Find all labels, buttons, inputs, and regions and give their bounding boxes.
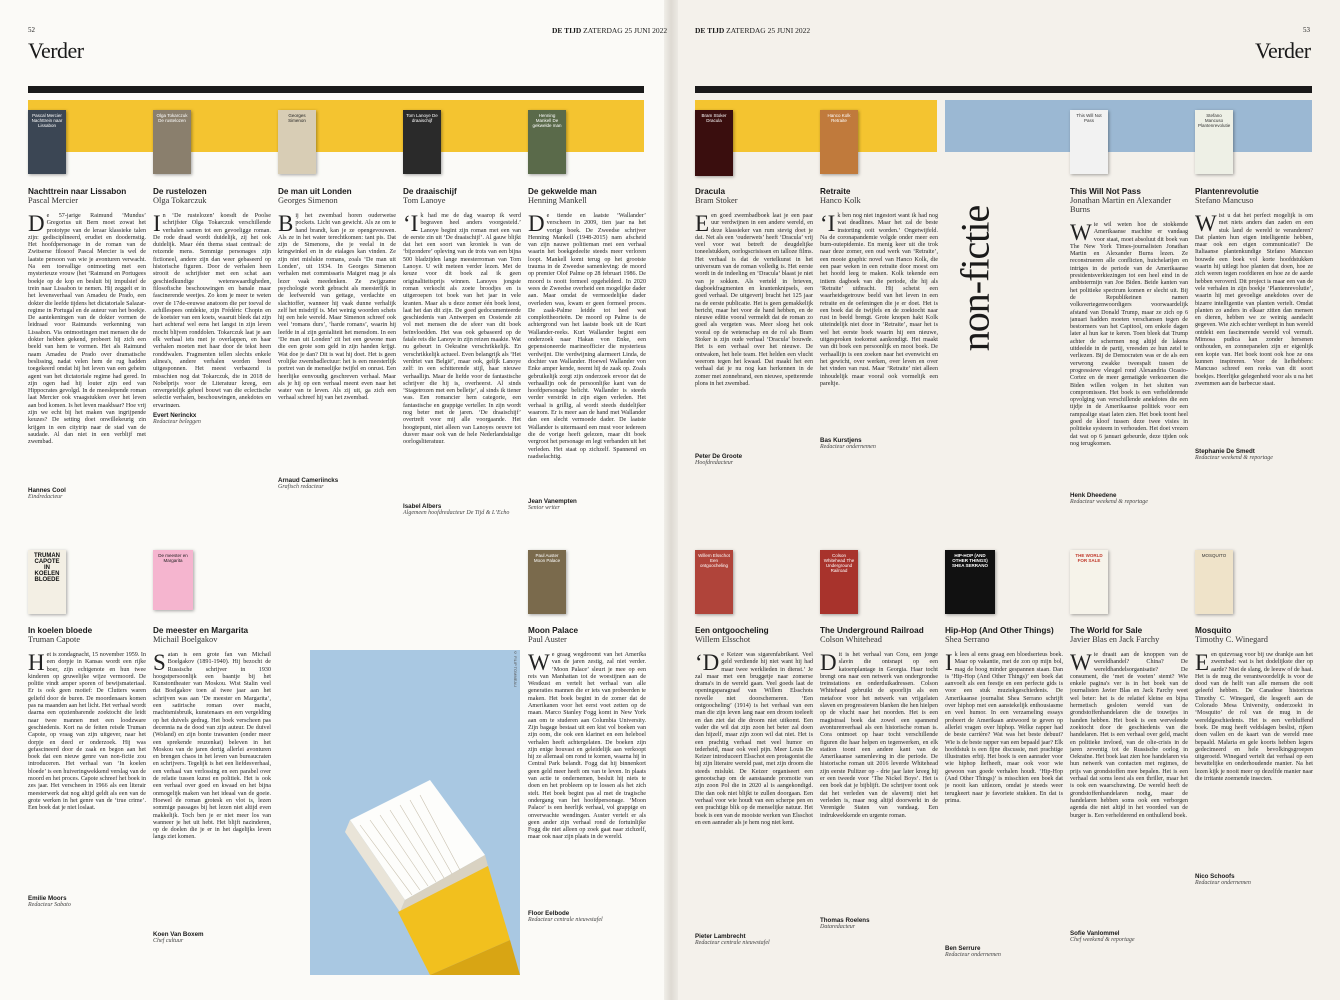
drop-cap: D — [528, 211, 545, 236]
book-cover: Georges Simenon — [278, 110, 316, 174]
article-author: Jonathan Martin en Alexander Burns — [1070, 196, 1172, 214]
article-credit — [28, 890, 146, 908]
article-title: Een ontgoocheling — [695, 626, 769, 635]
rule-bar-left — [28, 86, 644, 93]
article-credit — [695, 448, 813, 466]
article-author: Shea Serrano — [945, 635, 990, 644]
article-credit — [528, 905, 646, 923]
drop-cap: W — [1070, 650, 1092, 675]
reviewer-role: Redacteur weekend & reportage — [1195, 455, 1273, 461]
drop-cap: B — [278, 211, 294, 236]
article-title: De man uit Londen — [278, 187, 352, 196]
photo-credit: © FILIP TOMMEAU — [513, 650, 518, 688]
reviewer-name: Jean Vanempten — [528, 498, 577, 505]
open-book-illustration — [310, 650, 520, 975]
article-title: This Will Not Pass — [1070, 187, 1141, 196]
issue-date: ZATERDAG 25 JUNI 2022 — [726, 26, 811, 35]
article-author: Tom Lanoye — [403, 196, 446, 205]
article-title: Mosquito — [1195, 626, 1232, 635]
article-title: Hip-Hop (And Other Things) — [945, 626, 1054, 635]
article-title: The World for Sale — [1070, 626, 1143, 635]
book-cover: Colson Whitehead The Underground Railroad — [820, 550, 858, 614]
reviewer-name: Bas Kurstjens — [820, 437, 862, 444]
drop-cap: I — [153, 211, 161, 236]
article-body: De 57-jarige Raimund ‘Mundus’ Gregorius uit Bern moet zowat het prototype van de leraar klassieke talen zijn: gedisciplineerd, erudiet en doodernstig. Het hoofdpersonage in de roman van de Zwitserse filosoof Pascal Mercier is wel de laatste persoon van wie je avonturen verwacht. Na een toevallige ontmoeting met een mysterieuze vrouw (het ‘Raimund en Portugees boekje op de kop en besluit bij impulsief de trein naar Lissabon te nemen. Hij zeggelt er in het levensverhaal van Amadeu de Prado, een dokter die leefde tijdens het dictatoriale Salazar-regime in Portugal en de auteur van het boekje. De aantekeningen van de dokter vormen de leidraad voor Raimunds verkenning van Lissabon. Via ontmoetingen met mensen die de dokter hebben gekend, probeert hij zich een beeld van hem te vormen. Het als Raimund naam Amadeu de Prado over dramatische beslissing, nadat velen hem de rug hadden toegekeerd omdat hij het leven van een geheim agent van het dictatoriale regime had gered. In zijn ogen had hij louter zijn eed van Hippocrates gevolgd. In de meeslepende roman laat Mercier ook vraagstukken over het leven aan bod komen. Is het leven maakbaar? Hoe vrij zijn we echt bij het maken van ingrijpende keuzes? De setting doet onwillekeurig zin krijgen in een citytrip naar de stad van de saudade. Al dan niet in een verblijf met zwembad. — [28, 211, 146, 446]
article-title: De rustelozen — [153, 187, 207, 196]
drop-cap: W — [1195, 211, 1217, 236]
article-author: Truman Capote — [28, 635, 81, 644]
book-cover: Olga Tokarczuk De rustelozen — [153, 110, 191, 174]
article-hip-hop — [945, 626, 1063, 938]
article-body: De tiende en laatste ‘Wallander’ verscheen in 2009, tien jaar na het vorige boek. De Zweedse schrijver Henning Mankell (1948-2015) nam afscheid van zijn nauwe politieman met een verhaal waarin het boekgedeelte steeds meer verloren loopt. Mankell komt terug op het grootste trauma in de Zweedse samenleving: de moord op premier Olof Palme op 28 februari 1986. De moord is nooit formeel opgehelderd. In 2020 wees de Zweedse overheid een mogelijke dader aan. Maar omdat de vermoedelijke dader overleden was, kwam er geen formeel proces. De zaak-Palme leidde tot heel wat complottheorieën. De moord op Palme is de achtergrond van het laatste boek uit de Kurt Wallander-reeks. Kurt Wallander begint een onderzoek naar Hakan von Enke, een gepensioneerde marineofficier die mysterieus verdwijnt. Die verdwijning alarmeert Linda, de dochter van Wallander. Hoewel Wallander von Enke amper kende, neemt hij de zaak op. Zoals gebruikelijk zorgt zijn onderzoek ervoor dat de verhaallijn ook de persoonlijke kant van de hoofdpersonage belicht. Wallander is steeds verder verstrikt in zijn eigen verleden. Het verhaal is grillig, al wordt steeds duidelijker waarom. Er is meer aan de hand met Wallander dan een slecht vermoede dader. De laatste Wallander is uitermaard een must voor iedereen die de vorige heeft gelezen, maar dit boek vergroot het personage en legt verbanden uit het verleden. Het staat op zichzelf. Spannend en raadselachtig. — [528, 211, 646, 460]
reviewer-role: Eindredacteur — [28, 494, 63, 500]
article-title: Moon Palace — [528, 626, 579, 635]
article-this-will-not-pass — [1070, 187, 1188, 487]
article-draaischijf — [403, 187, 521, 497]
drop-cap: E — [695, 211, 710, 236]
article-mosquito — [1195, 626, 1313, 866]
reviewer-name: Stephanie De Smedt — [1195, 448, 1255, 455]
reviewer-role: Redacteur ondernemen — [945, 952, 1001, 958]
reviewer-role: Senior writer — [528, 505, 560, 511]
reviewer-role: Redacteur centrale nieuwstafel — [528, 917, 603, 923]
article-author: Bram Stoker — [695, 196, 738, 205]
book-cover: Paul Auster Moon Palace — [528, 550, 566, 614]
article-body: Bij het zwembad horen ouderwetse pockets. Licht van gewicht. Als ze om te hand brandt, kan je ze opengevouwen. Als ze in het water terechtkomen: tant pis. Dat zijn de Simenons, die je veelal in de kringwinkel en in de etalages kan vinden. Ze zijn niet mislukte romans, zoals ‘De man uit Londen’, uit 1934. In Georges Simenon verhalen met commissaris Maigret mag je als lezer vaak meedenken. Ze zwijgzame psychologie wordt gebracht als meesterlijk in de leefwereld van gettage, verdachte en slachtoffer, wanneer hij vaak dunne verhalijk zelf het misdrijf is. Met weinig woorden schets hij een hele wereld. Maar Simenon schreef ook veel ‘romans durs’, ‘harde romans’, waarin hij leefde in al zijn genialiteit het mensdom. In een ‘De man uit Londen’ zit het een gewone man die een grote som geld in zijn handen krijgt. Wat doe je dan? Dit is wat hij doet. Het is geen vrolijke zwembadlectuur: het is een meesterlijk portret van de menselijke twijfel en onrust. Een heerlijke eenvoudig geschreven verhaal. Maar als je hij op een verhaal meent even naar het water van te leven. Als zij uit, ga zich een verhaal schreef hij van het zwembad. — [278, 211, 396, 402]
article-author: Javier Blas en Jack Farchy — [1070, 635, 1160, 644]
article-credit — [28, 482, 146, 500]
reviewer-name: Thomas Roelens — [820, 917, 870, 924]
reviewer-name: Ben Serrure — [945, 945, 981, 952]
drop-cap: D — [820, 650, 837, 675]
article-credit — [1195, 443, 1313, 461]
article-body: Het is zondagnacht, 15 november 1959. In een dorpje in Kansas wordt een rijke boer, zijn echtgenote en hun twee kinderen op gruwelijke wijze vermoord. De politie vindt amper sporen of bewijsmateriaal. Er is ook geen motief: De Clutters waren geliefd door de buren. De moordenaars komen pas na maanden aan het licht. Het verhaal wordt daarna een opzienbarende zoektocht die leidt naar twee mannen met een loodzware geschiedenis. Kort na de feiten reisde Truman Capote, op vraag van zijn uitgever, naar het dorpje en deed er onderzoek. Hij was gefascineerd door de zaak en begon aan het boek dat een nieuw genre van non-fictie zou introduceren. Het verhaal van ‘In koelen bloede’ is een huiveringwekkend verslag van de moord en het proces. Capote schreef het boek in zes jaar. Het verscheen in 1966 als een literair meesterwerk dat nog altijd geldt als een van de grote werken in het genre van de ‘true crime’. Een boek dat je niet loslaat. — [28, 650, 146, 812]
book-cover: THE WORLD FOR SALE — [1070, 550, 1108, 614]
article-credit — [820, 912, 938, 930]
book-cover: Henning Mankell De gekwelde man — [528, 110, 566, 174]
article-body: Een quizvraag voor bij uw drankje aan het zwembad: wat is het dodelijkste dier op aarde? Niet de slang, de leeuw of de haai. Het is de mug die verantwoordelijk is voor de dood van de helft van alle mensen die ooit geleefd hebben. De Canadese historicus Timothy C. Winegard, die lesgeeft aan de Colorado Mesa University, onderzoekt in ‘Mosquito’ de rol van de mug in de wereldgeschiedenis. Het is een verbluffend boek. De mug heeft veldslagen beslist, rijken doen vallen en de kaart van de wereld mee bepaald. Malaria en gele koorts hebben legers gedecimeerd en hele bevolkingsgroepen uitgeroeid. Winegard vertelt dat verhaal op een bevattelijke en onderhoudende manier. Na het lezen kijk je nooit meer op dezelfde manier naar die irritante zoemende insecten. — [1195, 650, 1313, 783]
article-credit — [153, 926, 271, 944]
book-cover: This Will Not Pass — [1070, 110, 1108, 174]
article-author: Hanco Kolk — [820, 196, 861, 205]
article-credit — [1195, 868, 1313, 886]
article-credit — [945, 940, 1063, 958]
reviewer-name: Evert Nerinckx — [153, 412, 197, 419]
reviewer-name: Floor Eelbode — [528, 910, 570, 917]
article-author: Timothy C. Winegard — [1195, 635, 1268, 644]
book-cover: Pascal Mercier Nachttrein naar Lissabon — [28, 110, 66, 174]
reviewer-role: Dataredacteur — [820, 924, 856, 930]
article-credit — [278, 472, 396, 490]
drop-cap: ‘I — [820, 211, 836, 236]
article-title: Dracula — [695, 187, 726, 196]
article-author: Georges Simenon — [278, 196, 338, 205]
article-body: Dit is het verhaal van Cora, een jonge slavin die ontsnapt op een katoenplantage in Georgia. Haar tocht brengt ons naar een netwerk van ondergrondse treinstations en onderduikadressen. Colson Whitehead gebruikt de spoorlijn als een metafoor voor het netwerk van vrijgelaten slaven en progressieven blanken die hen hielpen op de vlucht naar het noorden. Het is een magistraal boek dat zowel een spannend avonturenverhaal als een historische roman is. Cora ontmoet op haar tocht verschillende figuren die haar helpen en tegenwerken, en elk station toont een andere kant van de Amerikaanse samenleving in die periode. De historische roman uit 2016 leverde Whitehead zijn eerste Pulitzer op - drie jaar later kreeg hij er een tweede voor ‘The Nickel Boys’. Het is een boek dat je bijblijft. De schrijver toont ook dat het verleden van de slavernij niet het verleden is, maar nog altijd doorwerkt in de Verenigde Staten van vandaag. Een indrukwekkende en urgente roman. — [820, 650, 938, 819]
article-title: The Underground Railroad — [820, 626, 924, 635]
article-title: Plantenrevolutie — [1195, 187, 1259, 196]
issue-date: ZATERDAG 25 JUNI 2022 — [583, 26, 668, 35]
reviewer-name: Peter De Groote — [695, 453, 743, 460]
article-author: Willem Elsschot — [695, 635, 751, 644]
book-cover: De meester en Margarita — [153, 550, 193, 610]
article-author: Pascal Mercier — [28, 196, 78, 205]
article-meester-en-margarita — [153, 626, 271, 926]
drop-cap: D — [28, 211, 45, 236]
article-title: De draaischijf — [403, 187, 457, 196]
book-cover: Stefano Mancuso Plantenrevolutie — [1195, 110, 1233, 174]
book-cover: Tom Lanoye De draaischijf — [403, 110, 441, 174]
drop-cap: W — [528, 650, 550, 675]
reviewer-name: Henk Dheedene — [1070, 492, 1117, 499]
article-author: Olga Tokarczuk — [153, 196, 207, 205]
reviewer-name: Isabel Albers — [403, 503, 442, 510]
non-fiction-label: non-fictie — [952, 205, 998, 352]
reviewer-name: Hannes Cool — [28, 487, 66, 494]
article-body: ‘Ik ben nog niet ingestort want ik had nog wat deadlines. Maar het zal de beste instorting ooit worden.’ Ongetwijfeld. Na de coronapandemie volgde onder meer een burn-outepidemie. En menig keer uit die trok naar deze zomer, een oud werk van ‘Retraite’, een mooie graphic novel van Hanco Kolk, die een paar weken in een retraite door moest om het hoofd leeg te maken. Kolk tekende een intiem dagboek van die periode, die hij als ‘Retraite’ uitbracht. Hij schetst een waarheidsgetrouw beeld van het leven in een retraite en de oefeningen die je er doet. Het is een boek dat de twijfels en de zoektocht naar rust in beeld brengt. Grote knopen hakt Kolk uiteindelijk niet door in ‘Retraite’, maar het is wel het eerste boek waarin hij een nieuwe, uitgesproken toekomst aankondigt. Het maakt van dit boek een persoonlijk en mooi boek. De verhaallijn is een zoeken naar het evenwicht en het gewicht, over werken, over leven en over het vinden van rust. Maar ‘Retraite’ niet alleen inhoudelijk maar vooral ook vormelijk een pareltje. — [820, 211, 938, 387]
reviewer-name: Arnaud Cameriincks — [278, 477, 339, 484]
article-body: Een goed zwembadboek laat je een paar uur verdwijnen in een andere wereld, en deze klassieker van rum stevig doet je dat. Net als een ‘ouderwets’ heeft ‘Dracula’ vrij veel voor wat betreft de deugdelijke toneelstukken, oorlogscrisissen en talloze films. Het verhaal is dat de vertelkunst in het universum van de roman volledig is. Het eerste wordt in de indeeling en ‘Dracula’ blaast je niet van je sokken. Als verteld in brieven, dagboekfragmenten en krantenknipsels, een goed verhaal. De uitgeverij bracht het 125 jaar na de eerste publicatie. Het is geen gemakkelijk bericht, maar het voor de hand hebben, en de nieuwe editie vooral vermeldt dat de roman zo goed als vergeten was. Meer sloeg het ook vooral op de wetenschap en de rol als Bram Stoker is zijn oude verhaal ‘Dracula’ bouwde. Het is een verhaal over het nieuwe. De ontwaken, het hele team. Het helden een vlucht weerom tegen het kwaad. Dat maakt het een verhaal dat je nu nog kan herkennen in de zomer met zonnebrand, een nieuwe, spetterende plons in het zwembad. — [695, 211, 813, 387]
drop-cap: ‘I — [403, 211, 419, 236]
article-ontgoocheling — [695, 626, 813, 926]
article-author: Stefano Mancuso — [1195, 196, 1254, 205]
drop-cap: H — [28, 650, 45, 675]
article-author: Colson Whitehead — [820, 635, 882, 644]
section-title-right: Verder — [1255, 38, 1311, 63]
running-head-right — [695, 26, 810, 35]
running-head-left — [552, 26, 667, 35]
reviewer-name: Nico Schoofs — [1195, 873, 1235, 880]
newspaper-name: DE TIJD — [695, 26, 725, 35]
newspaper-name: DE TIJD — [552, 26, 582, 35]
article-retraite — [820, 187, 938, 427]
reviewer-role: Chef weekend & reportage — [1070, 937, 1135, 943]
drop-cap: E — [1195, 650, 1210, 675]
book-cover: TRUMAN CAPOTE IN KOELEN BLOEDE — [28, 550, 66, 614]
reviewer-role: Redacteur beleggen — [153, 419, 201, 425]
reviewer-role: Redacteur ondernemen — [820, 444, 876, 450]
book-cover: Willem Elsschot Een ontgoocheling — [695, 550, 733, 614]
reviewer-name: Emilie Moors — [28, 895, 67, 902]
drop-cap: ‘D — [695, 650, 720, 675]
article-in-koelen-bloede — [28, 626, 146, 886]
article-author: Michail Boelgakov — [153, 635, 218, 644]
article-body: We graag wegdroomt van het Amerika van de jaren zestig, zal niet verder. ‘Moon Palace’ sleurt je mee op een reis van Manhattan tot de woestijnen aan de Westkust en vertelt het verhaal van alle generaties mannen die er iets van probeerden te maken. Het boek begint in de zomer dat de Amerikanen voor het eerst voet zetten op de maan. Marco Stanley Fogg komt in New York aan om te studeren aan Columbia University. Zijn bagage bestaat uit een kist vol boeken van zijn oom, die ook een klarinet en een heleboel verhalen heeft achtergelaten. De boeken zijn zijn enige houvast en geleidelijk aan verkoopt hij ze allemaal om rond te komen, waarna hij in Central Park belandt. Fogg dat hij binnenkort geen geld meer heeft om van te leven. In plaats van actie te ondernemen, besluit hij niets te doen en het probleem op te lossen als het zich stelt. Het boek begint pas al met de tragische ondergang van het hoofdpersonage. ‘Moon Palace’ is een heerlijk verhaal, vol grappige en onverwachte wendingen. Auster vertelt er als geen ander zijn verhaal rond de fortuinlijke Fogg die niet alleen op zoek gaat naar zichzelf, maar ook naar zijn plaats in de wereld. — [528, 650, 646, 841]
reviewer-name: Pieter Lambrecht — [695, 933, 746, 940]
article-title: De meester en Margarita — [153, 626, 249, 635]
reviewer-role: Redacteur weekend & reportage — [1070, 499, 1148, 505]
color-band-right-blue — [945, 100, 1312, 152]
article-body: Satan is een grote fan van Michail Boelgakov (1891-1940). Hij bezocht de Russische schrijver in 1930 hoogstpersoonlijk een baantje bij het Kunstontheater van Moskou. Wist Stalin veel dat Boelgakov toen al twee jaar aan het schrijven was aan ‘De meester en Margarita’, een satirische roman over macht, machtsmisbruik, kunstenaars en een vergelding op het duivels gedrag. Het boek verscheen pas decennia na de dood van zijn auteur. De duivel (Woland) en zijn bonte trawanten (onder meer een sprekende reuzenkat) beleven in het Moskou van de jaren dertig allerlei avonturen en brengen chaos in het leven van bureaucraten en schrijvers. Tegelijk is het een liefdesverhaal, een verhaal van verlossing en een parabel over de relatie tussen kunst en politiek. Het is ook een verhaal over goed en kwaad en het bijna onmogelijk maken van het ideaal van de goeie. Hoewel de roman grotesk en vlot is, lezen sommige passages bij het lezen niet altijd even makkelijk. Toch ben je er niet meer los van wanneer je het uit hebt. Het blijft nazinderen, op de doelen die je er in het dagelijks leven langs ziet komen. — [153, 650, 271, 841]
article-title: In koelen bloede — [28, 626, 93, 635]
book-cover: MOSQUITO — [1195, 550, 1233, 614]
article-rustelozen — [153, 187, 271, 407]
reviewer-role: Redacteur Sabato — [28, 902, 71, 908]
article-title: Nachttrein naar Lissabon — [28, 187, 127, 196]
drop-cap: S — [153, 650, 166, 675]
article-body: ‘De Keizer was sigarenfabrikant. Veel geld verdiende hij niet want hij had maar twee werklieden in dienst.’ Je zal maar met een bruggetje naar zomerse drama's in de wereld gaan. Veel goeds laat de openingsparagraaf van Willem Elsschots novelle niet doorschemeren. ‘Een ontgoocheling’ (1914) is het verhaal van een man die zijn leven lang naar een droom toeleeft en dan ziet dat die droom niet uitkomt. Een vader die wil dat zijn zoon het beter zal doen dan hijzelf, maar zijn zoon wil dat niet. Het is een prachtig verhaal met veel humor en tederheid, maar ook veel pijn. Meer Louis De Keizer introduceert Elsschot een protagonist die bij zijn literaire wereld past, met zijn droom die steeds mislukt. De Keizer organiseert een genootschap om de aanstaande promotie van zijn zoon Pol die in 2020 al is aangekondigd. Die dan ook niet blijkt te zullen doorgaan. Een verhaal voor wie houdt van een scherpe pen en een prachtige blik op de menselijke natuur. Het boek is een van de mooiste werken van Elsschot en een aanrader als je hem nog niet kent. — [695, 650, 813, 826]
article-man-uit-londen — [278, 187, 396, 472]
article-credit — [528, 493, 646, 511]
reviewer-role: Redacteur ondernemen — [1195, 880, 1251, 886]
article-body: ‘Ik had me de dag waarop ik werd begraven heel anders voorgesteld.’ Lanoye begint zijn roman met een van de eerste zin uit ‘De draaischijf’. Al gauw blijkt dat het een soort van kroniek is van de ‘bijzondere’ opleving van de trots van een bijna 500 bladzijden lange meesterroman van Tom Lanoye. U wilt meteen verder lezen. Met de keuze voor dit boek zal ik geen originaliteitsprijs winnen. Lanoyes jongste roman verkocht als zoete broodjes en is uitgeroepen tot boek van het jaar in vele kranten. Maar als u deze zomer één boek leest, laat het dan dit zijn. De goed gedocumenteerde geschiedenis van Antwerpen en Oostende zit vol met mensen die de sfeer van dit boek beïnvloedden. Het was ook gebaseerd op de fatale reis die Lanoye in zijn reizen maakte. Wat nu gebeurt in Oekraïne verschrikkelijk. En verschrikkelijk actueel. Even belangrijk als ‘Het verdriet van België’, maar ook, gelijk Lanoye zelf: in een schitterende stijl, haar nieuwe verhaallijn. Maar de liefde voor de fantastische schrijver die hij is, overheerst. Al sinds ‘Stagetrozen met een belletje’, al sinds ik tiener was. Een romancier hem categorie, een fantastische en grappige verteller. In zijn wordt nog beter met de jaren. ‘De draaischijf’ overtreft voor mij alle voorgaande. Het hoogtepunt, niet alleen van Lanoyes oeuvre tot dusver maar ook van de hele Nederlandstalige oorlogsliteratuur. — [403, 211, 521, 446]
article-credit — [153, 407, 271, 425]
page-number-left: 52 — [28, 26, 35, 34]
page-number-right: 53 — [1303, 26, 1310, 34]
article-nachttrein — [28, 187, 146, 497]
reviewer-role: Hoofdredacteur — [695, 460, 734, 466]
reviewer-role: Redacteur centrale nieuwstafel — [695, 940, 770, 946]
article-body: Wie draait aan de knoppen van de wereldhandel? China? De wereldhandelsorganisatie? De consument, die ‘met de voeten’ stemt? Wie enkele pagina's ver is in het boek van de journalisten Javier Blas en Jack Farchy weet wel beter: het is de relatief kleine en bijna hermetisch gesloten wereld van de grondstoffenhandelaren die de touwtjes in handen hebben. Het boek is een wervelende zoektocht door de geschiedenis van die handelaren. Het is een verhaal over geld, macht en politieke invloed, van de olie-crisis in de jaren zeventig tot de Russische oorlog in Oekraïne. Het boek laat zien hoe handelaren via hun netwerk van contacten met regimes, de prijs van grondstoffen mee bepalen. Het is een verhaal dat soms leest als een thriller, maar het is ook een waarschuwing. De wereld heeft de grondstoffenhandelaren nodig, maar de handelaren hebben soms ook een verborgen agenda die niet altijd in het voordeel van de burger is. Een verhelderend en onthullend boek. — [1070, 650, 1188, 819]
article-gekwelde-man — [528, 187, 646, 492]
article-credit — [820, 432, 938, 450]
reviewer-name: Koen Van Boxem — [153, 931, 204, 938]
reviewer-role: Chef cultuur — [153, 938, 184, 944]
article-body: Wie wil weten hoe de stokkende Amerikaanse machine er vandaag voor staat, moet absoluut dit boek van The New York Times-journalisten Jonathan Martin en Alexander Burns lezen. Ze reconstrueren alle conflicten, huichelarijen en intriges in de periode van de Amerikaanse presidentsverkiezingen tot een heel eind in de ambtstermijn van Joe Biden. Beide kanten van het politieke spectrum komen er slecht uit. Bij de Republikeinen namen volksvertegenwoordigers voorwaardelijk afstand van Donald Trump, maar ze zich op 6 januari hadden moeten verschansen tegen de bestormers van het Capitool, om enkele dagen later al hun kar te keren. Toen bleek dat Trump achter de schermen nog altijd de lakens uitdeelde in de partij, vreesden ze hun zetel te verliezen. Bij de Democraten was er de als een verwrong zwakke tweespalt tussen de progressieve vleugel rond Alexandria Ocasio-Cortez en de meer gematigde verkozenen die Biden willen volgen in het sluiten van compromissen. Het boek is een verhelderende opvolging van verschillende anekdotes die een tijdje in de Amerikaanse politiek voor een rampzalige staat laten zien. Het boek toont heel goed de kloof tussen deze twee visies in politieke systeem in verhouden. Het doet vrezen dat wat op 6 januari gebeurde, deze tijden ook nog terugkomen. — [1070, 220, 1188, 447]
article-body: In ‘De rustelozen’ koesdt de Poolse schrijfster Olga Tokarczuk verschillende verhalen samen tot een gevoeligge roman. De rode draad wordt duidelijk, zij het ook duidelijk. Maar één thema staat centraal: de reizende mens. Sommige personages zijn fictioneel, andere zijn dan weer gebaseerd op historische figuren. Door de verhalen heen strooit de schrijfster met een schat aan geschiedkundige wetenswaardigheden, filosofische beschouwingen en banale maar fascinerende weetjes. Zo kom je meer te weten over de 17de-eeuwse anatoom die per toeval de achillespees ontdekte, zijn Frédéric Chopin en de koetsier van een koets, waaruit bleek dat zijn hart achteraf wel eens het langst in zijn leven mocht blijven ronddolen. Tokarczuk laat je aan elk verhaal iets met je overlappen, en haar verhalen moeten met haar door de tekst heen ronddwalen. Fragmenten tellen slechts enkele alinea's, andere verhalen worden breed uitgesponnen. Het meest verbazend is misschien nog dat Tokarczuk, die in 2018 de Nobelprijs voor de Literatuur kreeg, een onvergetelijk geheel bouwt van die eclectische selectie verhalen, beschouwingen, anekdotes en ervaringen. — [153, 211, 271, 407]
article-body: Ik lees al eens graag een bloedserieus boek. Maar op vakantie, met de zon op mijn bol, mag de boog minder gespannen staan. Dan is ‘Hip-Hop (And Other Things)’ een boek dat aanvoelt als een feestje en een perfecte gids is voor een stuk muziekgeschiedenis. De Amerikaanse journalist Shea Serrano schrijft over hiphop met een aanstekelijk enthousiasme en veel humor. In een verzameling essays probeert de Amerikaan antwoord te geven op allerlei vragen over hiphop. Welke rapper had de beste carrière? Wat was het beste debuut? Wie is de beste rapper van een bepaald jaar? Elk hoofdstuk is een fijne discussie, met prachtige illustraties erbij. Het boek is een aanrader voor wie hiphop liefheeft, maar ook voor wie gewoon van goede verhalen houdt. ‘Hip-Hop (And Other Things)’ is misschien een boek dat je nooit kan uitlezen, omdat je steeds weer terugkeert naar je favoriete stukken. En dat is prima. — [945, 650, 1063, 804]
article-author: Henning Mankell — [528, 196, 587, 205]
article-title: Retraite — [820, 187, 851, 196]
article-title: De gekwelde man — [528, 187, 597, 196]
drop-cap: I — [945, 650, 953, 675]
article-plantenrevolutie — [1195, 187, 1313, 442]
article-credit — [1070, 487, 1188, 505]
article-world-for-sale — [1070, 626, 1188, 926]
rule-bar-right — [695, 86, 1312, 93]
reviewer-role: Algemeen hoofdredacteur De Tijd & L’Echo — [403, 510, 510, 516]
reviewer-role: Grafisch redacteur — [278, 484, 324, 490]
book-cover: Hanco Kolk Retraite — [820, 110, 858, 174]
book-cover: Bram Stoker Dracula — [695, 110, 733, 176]
article-credit — [403, 498, 521, 516]
drop-cap: W — [1070, 220, 1092, 245]
article-author: Paul Auster — [528, 635, 567, 644]
article-underground-railroad — [820, 626, 938, 911]
book-cover: HIP-HOP (AND OTHER THINGS) SHEA SERRANO — [945, 550, 995, 614]
reviewer-name: Sofie Vanlommel — [1070, 930, 1120, 937]
article-dracula — [695, 187, 813, 447]
article-credit — [695, 928, 813, 946]
article-body: Wist u dat het perfect mogelijk is om met niets anders dan zaden en een stuk land de wereld te veranderen? Dat planten hun eigen intelligentie hebben, maar ook een eigen communicatie? De Italiaanse plantenkundige Stefano Mancuso bouwde een boek vol korte hoofdstukken waarin hij uitlegt hoe planten dat doen, hoe ze zich weren tegen roofdieren en hoe ze de aarde hebben veroverd. Dit project is maar een van de vele verhalen in zijn boekje ‘Plantenrevolutie’, waarin hij met gevoelige anekdotes over de bizarre intelligentie van planten vertelt. Omdat planten zo anders in elkaar zitten dan mensen en dieren, hebben we ze weinig aandacht gegeven. Wie zich echter verdiept in hun wereld ontdekt een fascinerende wereld vol vernuft. Mimosa pudica kan zonder hersenen onthouden, en zonnepanelen zijn er eigenlijk een kopie van. Het boek toont ook hoe ze ons kunnen inspireren. Voor de liefhebbers: Mancuso schreef een reeks van dit soort boekjes. Heerlijke gelegenheid voor als u na het zwemmen aan de barbecue staat. — [1195, 211, 1313, 387]
section-title-left: Verder — [28, 38, 84, 63]
article-moon-palace — [528, 626, 646, 901]
article-credit — [1070, 925, 1188, 943]
page-gutter — [664, 0, 678, 1000]
book-photo — [310, 650, 520, 975]
